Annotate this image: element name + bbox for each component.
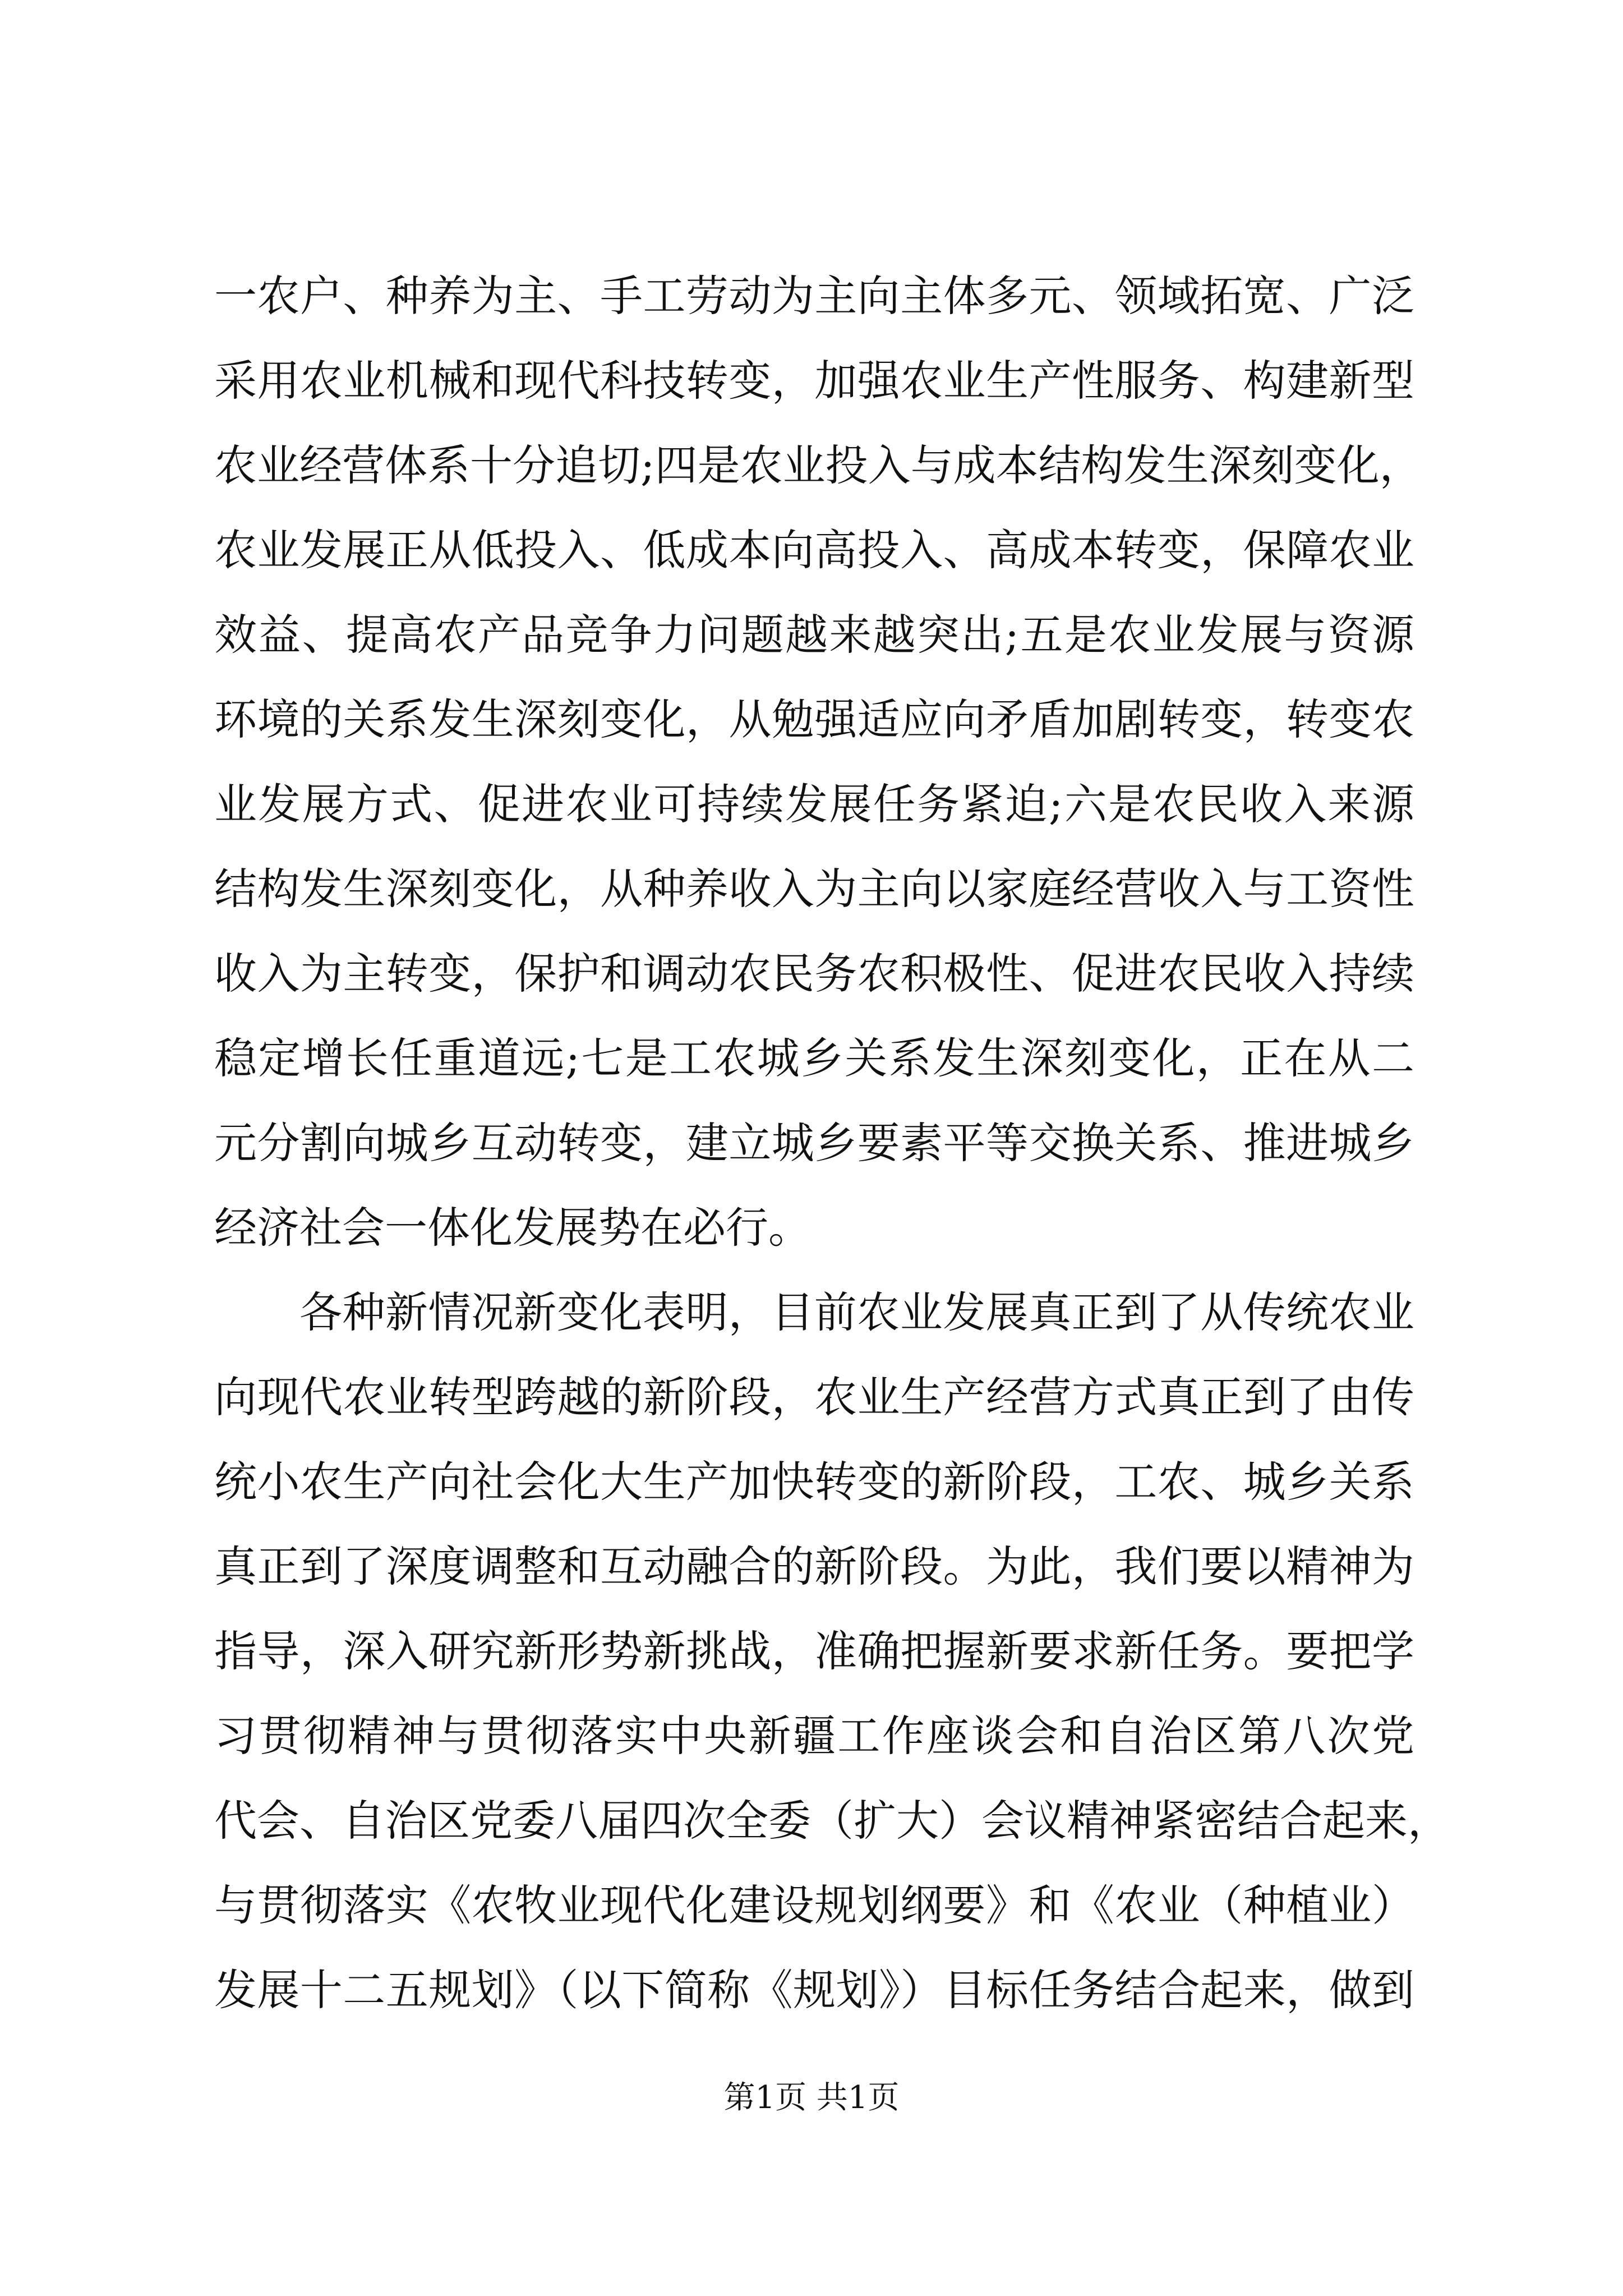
paragraph-2 [214,1270,1450,2032]
text-line: 习贯彻精神与贯彻落实中央新疆工作座谈会和自治区第八次党 [214,1711,1414,1761]
text-line: 农业经营体系十分追切;四是农业投入与成本结构发生深刻变化， [214,440,1422,490]
text-line: 业发展方式、促进农业可持续发展任务紧迫;六是农民收入来源 [214,779,1414,829]
page-footer: 第1页 共1页 [723,2079,900,2116]
text-line: 真正到了深度调整和互动融合的新阶段。为此，我们要以精神为 [214,1542,1414,1591]
text-line: 向现代农业转型跨越的新阶段，农业生产经营方式真正到了由传 [214,1372,1414,1422]
text-line: 效益、提高农产品竞争力问题越来越突出;五是农业发展与资源 [214,610,1414,660]
text-line: 收入为主转变，保护和调动农民务农积极性、促进农民收入持续 [214,949,1414,999]
text-line: 统小农生产向社会化大生产加快转变的新阶段，工农、城乡关系 [214,1457,1414,1507]
paragraph-1 [214,254,1422,1270]
text-line: 元分割向城乡互动转变，建立城乡要素平等交换关系、推进城乡 [214,1118,1414,1168]
text-line: 一农户、种养为主、手工劳动为主向主体多元、领域拓宽、广泛 [214,271,1414,321]
text-line: 采用农业机械和现代科技转变，加强农业生产性服务、构建新型 [214,356,1414,406]
text-line: 环境的关系发生深刻变化，从勉强适应向矛盾加剧转变，转变农 [214,694,1414,744]
text-line: 代会、自治区党委八届四次全委（扩大）会议精神紧密结合起来， [214,1796,1450,1846]
text-line: 经济社会一体化发展势在必行。 [214,1203,811,1253]
text-line: 发展十二五规划》（以下简称《规划》）目标任务结合起来，做到 [214,1965,1414,2015]
text-line: 各种新情况新变化表明，目前农业发展真正到了从传统农业 [299,1287,1414,1337]
text-line: 与贯彻落实《农牧业现代化建设规划纲要》和《农业（种植业） [214,1880,1414,1930]
document-body [214,254,1450,2032]
text-line: 农业发展正从低投入、低成本向高投入、高成本转变，保障农业 [214,525,1414,575]
text-line: 指导，深入研究新形势新挑战，准确把握新要求新任务。要把学 [214,1626,1414,1676]
text-line: 结构发生深刻变化，从种养收入为主向以家庭经营收入与工资性 [214,864,1414,914]
text-line: 稳定增长任重道远;七是工农城乡关系发生深刻变化，正在从二 [214,1033,1414,1083]
